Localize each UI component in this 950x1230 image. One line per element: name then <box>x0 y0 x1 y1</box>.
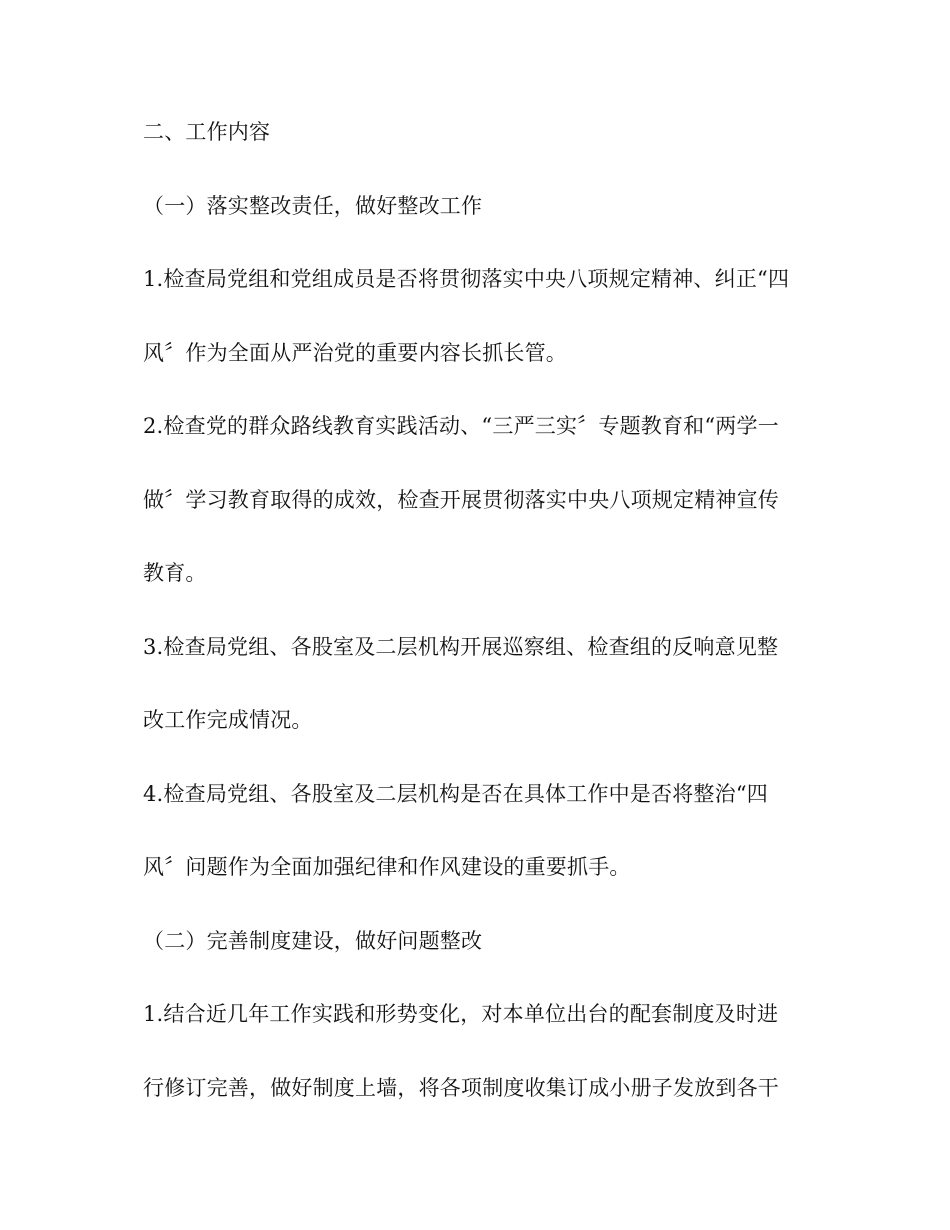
paragraph-line: 风〞作为全面从严治党的重要内容长抓长管。 <box>143 340 567 365</box>
paragraph-line: 1.检查局党组和党组成员是否将贯彻落实中央八项规定精神、纠正“四 <box>143 267 790 291</box>
paragraph-line: 行修订完善，做好制度上墙，将各项制度收集订成小册子发放到各干 <box>143 1075 779 1100</box>
paragraph-line: 做〞学习教育取得的成效，检查开展贯彻落实中央八项规定精神宣传 <box>143 487 779 512</box>
paragraph-line: 4.检查局党组、各股室及二层机构是否在具体工作中是否将整治“四 <box>143 781 768 806</box>
paragraph-line: 2.检查党的群众路线教育实践活动、“三严三实〞专题教育和“两学一 <box>143 414 779 438</box>
section-heading: 二、工作内容 <box>143 120 271 144</box>
paragraph-line: 3.检查局党组、各股室及二层机构开展巡察组、检查组的反响意见整 <box>143 634 779 659</box>
document-body <box>143 122 808 1151</box>
paragraph-line: 风〞问题作为全面加强纪律和作风建设的重要抓手。 <box>143 855 631 879</box>
paragraph-line: 教育。 <box>143 561 207 585</box>
subsection-heading: （二）完善制度建设，做好问题整改 <box>143 928 483 953</box>
paragraph-line: 改工作完成情况。 <box>143 708 313 732</box>
subsection-heading: （一）落实整改责任，做好整改工作 <box>143 193 483 218</box>
paragraph-line: 1.结合近几年工作实践和形势变化，对本单位出台的配套制度及时进 <box>143 1002 779 1026</box>
